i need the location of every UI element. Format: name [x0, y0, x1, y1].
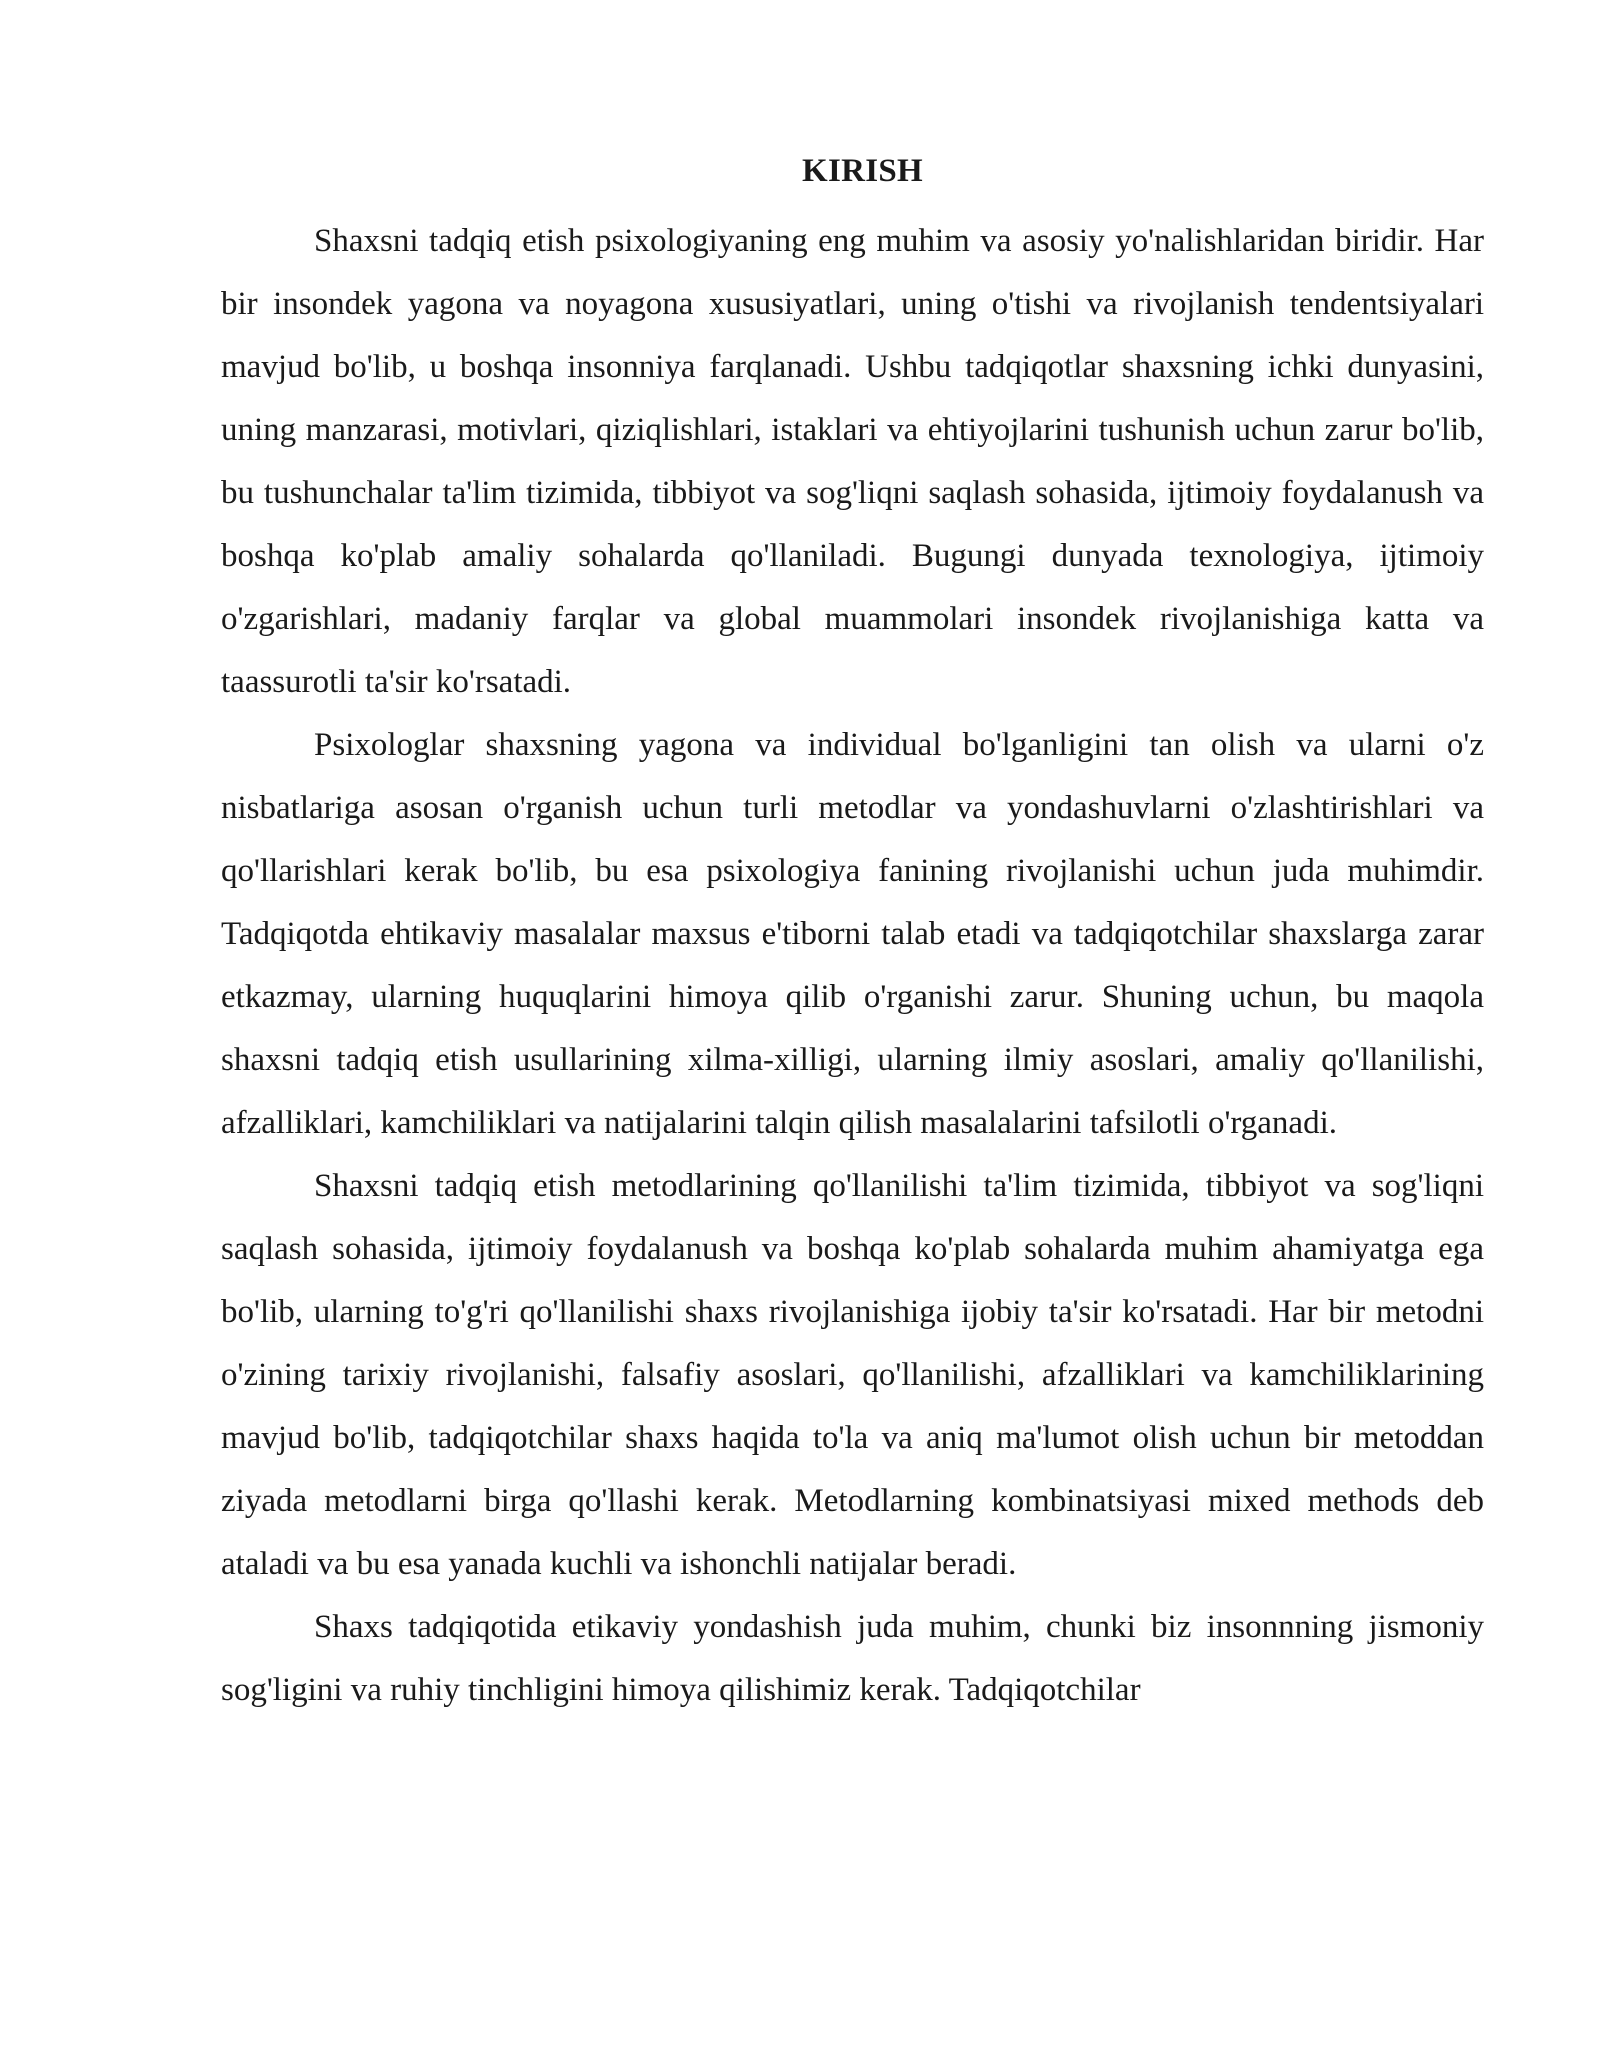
paragraph-4: Shaxs tadqiqotida etikaviy yondashish juda muhim, chunki biz insonnning jismoniy sog'ligini va ruhiy tinchligini himoya qilishimiz kerak. Tadqiqotchilar — [221, 1609, 1484, 1708]
page-title: KIRISH — [801, 153, 923, 189]
paragraph-1: Shaxsni tadqiq etish psixologiyaning eng muhim va asosiy yo'nalishlaridan biridir. Har bir insondek yagona va noyagona xususiyatlari, uning o'tishi va rivojlanish tendentsiyalari mavjud bo'lib, u boshqa insonniya farqlanadi. Ushbu tadqiqotlar shaxsning ichki dunyasini, uning manzarasi, motivlari, qiziqlishlari, istaklari va ehtiyojlarini tushunish uchun zarur bo'lib, bu tushunchalar ta'lim tizimida, tibbiyot va sog'liqni saqlash sohasida, ijtimoiy foydalanush va boshqa ko'plab amaliy sohalarda qo'llaniladi. Bugungi dunyada texnologiya, ijtimoiy o'zgarishlari, madaniy farqlar va global muammolari insondek rivojlanishiga katta va taassurotli ta'sir ko'rsatadi. — [221, 223, 1484, 700]
paragraph-2: Psixologlar shaxsning yagona va individual bo'lganligini tan olish va ularni o'z nisbatlariga asosan o'rganish uchun turli metodlar va yondashuvlarni o'zlashtirishlari va qo'llarishlari kerak bo'lib, bu esa psixologiya fanining rivojlanishi uchun juda muhimdir. Tadqiqotda ehtikaviy masalalar maxsus e'tiborni talab etadi va tadqiqotchilar shaxslarga zarar etkazmay, ularning huquqlarini himoya qilib o'rganishi zarur. Shuning uchun, bu maqola shaxsni tadqiq etish usullarining xilma-xilligi, ularning ilmiy asoslari, amaliy qo'llanilishi, afzalliklari, kamchiliklari va natijalarini talqin qilish masalalarini tafsilotli o'rganadi. — [221, 727, 1484, 1141]
paragraph-3: Shaxsni tadqiq etish metodlarining qo'llanilishi ta'lim tizimida, tibbiyot va sog'liqni saqlash sohasida, ijtimoiy foydalanush va boshqa ko'plab sohalarda muhim ahamiyatga ega bo'lib, ularning to'g'ri qo'llanilishi shaxs rivojlanishiga ijobiy ta'sir ko'rsatadi. Har bir metodni o'zining tarixiy rivojlanishi, falsafiy asoslari, qo'llanilishi, afzalliklari va kamchiliklarining mavjud bo'lib, tadqiqotchilar shaxs haqida to'la va aniq ma'lumot olish uchun bir metoddan ziyada metodlarni birga qo'llashi kerak. Metodlarning kombinatsiyasi mixed methods deb ataladi va bu esa yanada kuchli va ishonchli natijalar beradi. — [221, 1168, 1484, 1582]
document-body — [221, 140, 1484, 1722]
